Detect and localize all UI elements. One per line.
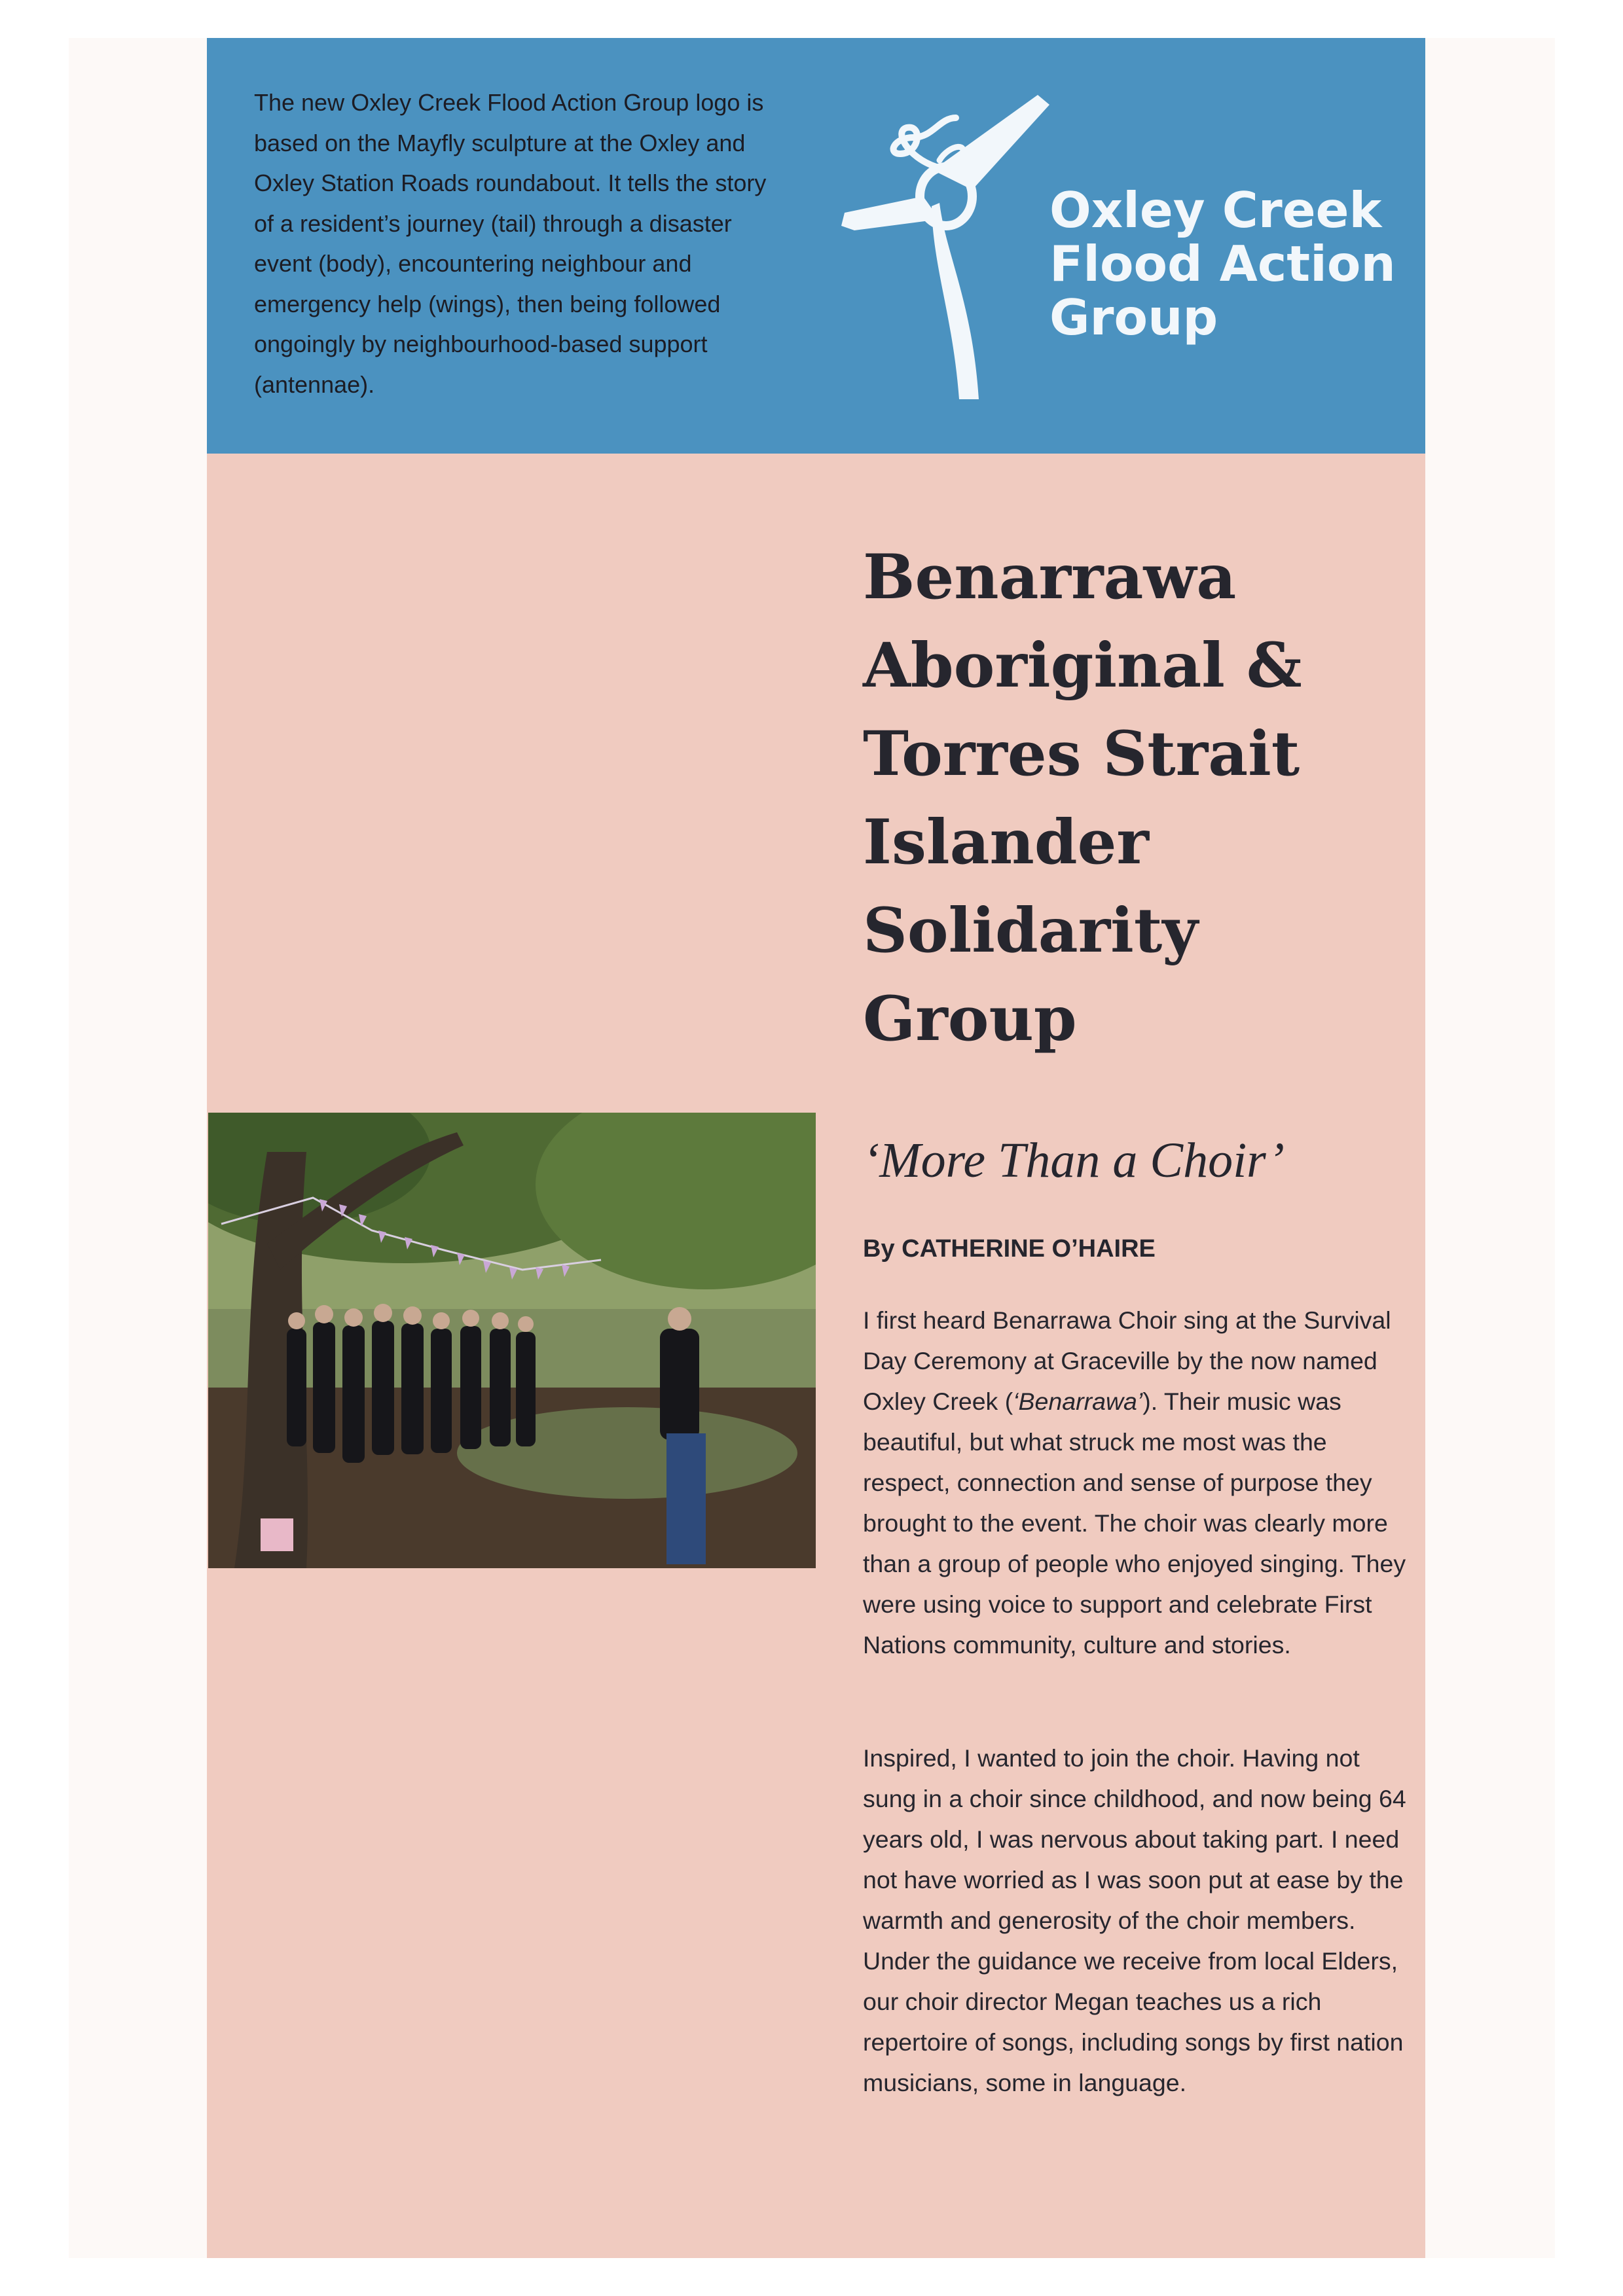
article-subtitle: ‘More Than a Choir’ [863, 1133, 1285, 1188]
logo-description: The new Oxley Creek Flood Action Group logo is based on the Mayfly sculpture at the Oxley and Oxley Station Roads roundabout. It tells the story of a resident’s journey (tail) through a disaster event (body), encountering neighbour and emergency help (wings), then being followed ongoingly by neighbourhood-based support (antennae). [254, 89, 767, 398]
choir-photo [208, 1113, 816, 1568]
article-paragraph-1 [863, 1300, 1406, 1665]
paragraph-emphasis: ‘Benarrawa’ [1013, 1388, 1143, 1415]
paragraph-text: I first heard Benarrawa Choir sing at the Survival Day Ceremony at Graceville by the now named Oxley Creek ( [863, 1306, 1391, 1415]
logo-line: Group [1049, 289, 1218, 346]
title-line: Islander [863, 806, 1149, 878]
title-line: Aboriginal & [863, 630, 1302, 702]
title-line: Benarrawa [863, 541, 1237, 613]
article-byline: By CATHERINE O’HAIRE [863, 1235, 1156, 1263]
choir-photo-illustration [208, 1113, 816, 1568]
article-paragraph-2: Inspired, I wanted to join the choir. Having not sung in a choir since childhood, and now being 64 years old, I was nervous about taking part. I need not have worried as I was soon put at ease by the warmth and generosity of the choir members. Under the guidance we receive from local Elders, our choir director Megan teaches us a rich repertoire of songs, including songs by first nation musicians, some in language. [863, 1744, 1406, 2096]
title-line: Group [863, 983, 1077, 1055]
title-line: Solidarity [863, 895, 1198, 967]
mayfly-logo-icon [841, 92, 1051, 406]
flood-action-group-logo [841, 92, 1417, 406]
paragraph-text: ). Their music was beautiful, but what struck me most was the respect, connection and sense of purpose they brought to the event. The choir was clearly more than a group of people who enjoyed singing. They were using voice to support and celebrate First Nations community, culture and stories. [863, 1388, 1406, 1659]
article-title [863, 533, 1400, 1064]
logo-wordmark [1049, 183, 1396, 344]
logo-line: Flood Action [1049, 235, 1396, 293]
logo-line: Oxley Creek [1049, 181, 1382, 239]
title-line: Torres Strait [863, 718, 1300, 790]
